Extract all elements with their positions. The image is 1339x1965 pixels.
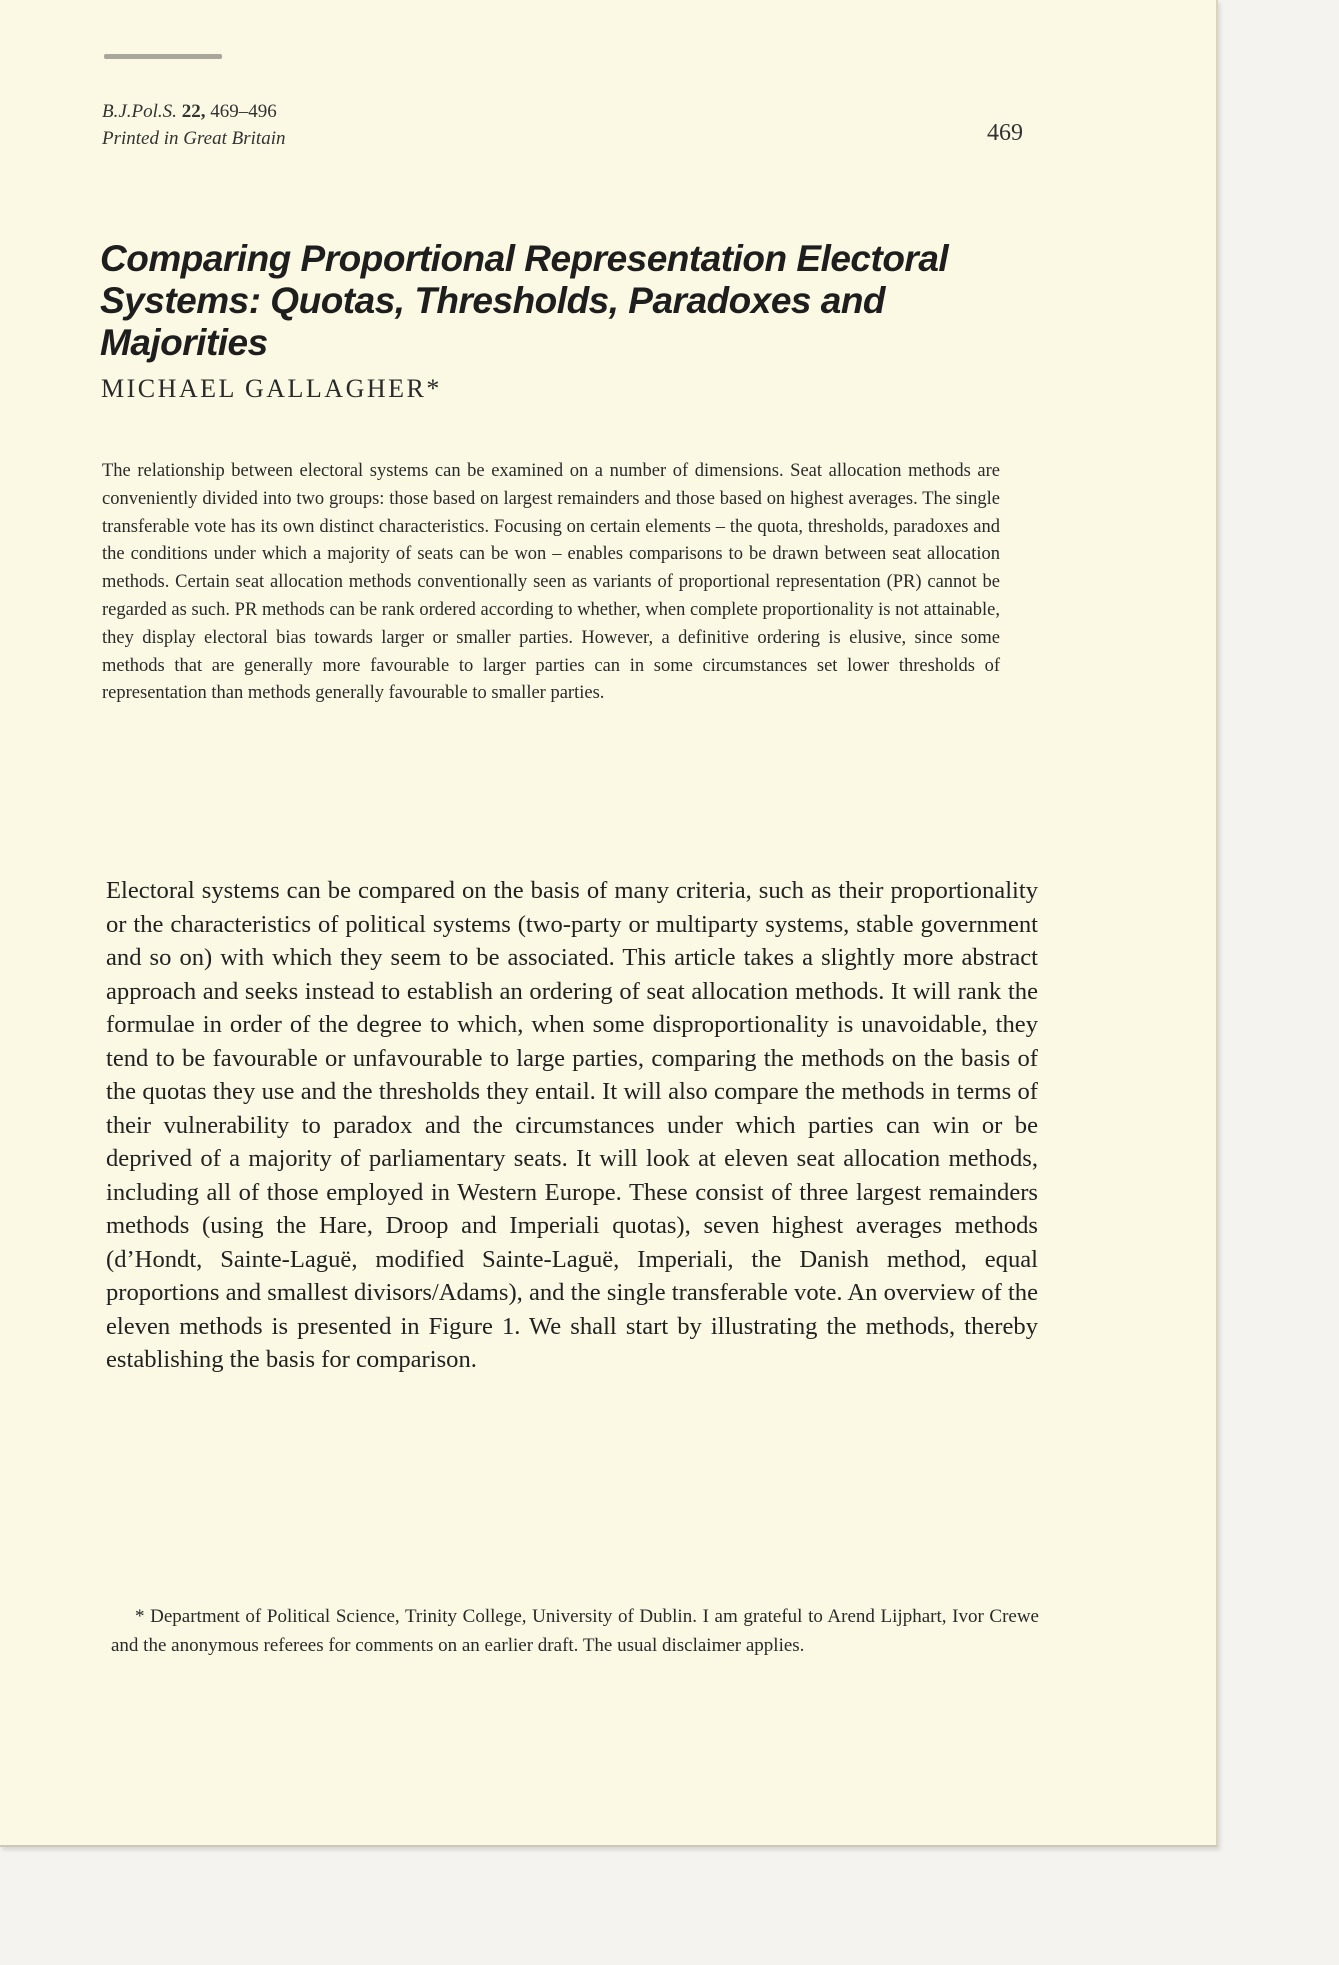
author-name: MICHAEL GALLAGHER* xyxy=(101,374,442,403)
citation-line xyxy=(102,98,285,125)
volume-number: 22, xyxy=(181,101,206,122)
journal-abbrev: B.J.Pol.S. xyxy=(102,101,177,122)
citation-block xyxy=(102,98,285,152)
body-paragraph: Electoral systems can be compared on the basis of many criteria, such as their proportionality or the characteristics of political systems (two-party or multiparty systems, stable government and so on) with which they seem to be associated. This article takes a slightly more abstract approach and seeks instead to establish an ordering of seat allocation methods. It will rank the formulae in order of the degree to which, when some disproportionality is unavoidable, they tend to be favourable or unfavourable to large parties, comparing the methods on the basis of the quotas they use and the thresholds they entail. It will also compare the methods in terms of their vulnerability to paradox and the circumstances under which parties can win or be deprived of a majority of parliamentary seats. It will look at eleven seat allocation methods, including all of those employed in Western Europe. These consist of three largest remainders methods (using the Hare, Droop and Imperiali quotas), seven highest averages methods (d’Hondt, Sainte-Laguë, modified Sainte-Laguë, Imperiali, the Danish method, equal proportions and smallest divisors/Adams), and the single transferable vote. An overview of the eleven methods is presented in Figure 1. We shall start by illustrating the methods, thereby establishing the basis for comparison. xyxy=(106,877,1038,1373)
header-rule xyxy=(104,54,222,59)
page-range: 469–496 xyxy=(210,101,277,122)
abstract: The relationship between electoral systems can be examined on a number of dimensions. Seat allocation methods are conveniently divided into two groups: those based on largest remainders and those based on highest averages. The single transferable vote has its own distinct characteristics. Focusing on certain elements – the quota, thresholds, paradoxes and the conditions under which a majority of seats can be won – enables comparisons to be drawn between seat allocation methods. Certain seat allocation methods conventionally seen as variants of proportional representation (PR) cannot be regarded as such. PR methods can be rank ordered according to whether, when complete proportionality is not attainable, they display electoral bias towards larger or smaller parties. However, a definitive ordering is elusive, since some methods that are generally more favourable to larger parties can in some circumstances set lower thresholds of representation than methods generally favourable to smaller parties. xyxy=(102,461,1000,704)
footnote: * Department of Political Science, Trinity College, University of Dublin. I am grateful to Arend Lijphart, Ivor Crewe and the anonymous referees for comments on an earlier draft. The usual disclaimer applies. xyxy=(111,1606,1039,1656)
page-number: 469 xyxy=(987,120,1023,146)
printed-in: Printed in Great Britain xyxy=(102,128,286,149)
article-title: Comparing Proportional Representation Electoral Systems: Quotas, Thresholds, Paradoxes and Majorities xyxy=(100,238,949,363)
